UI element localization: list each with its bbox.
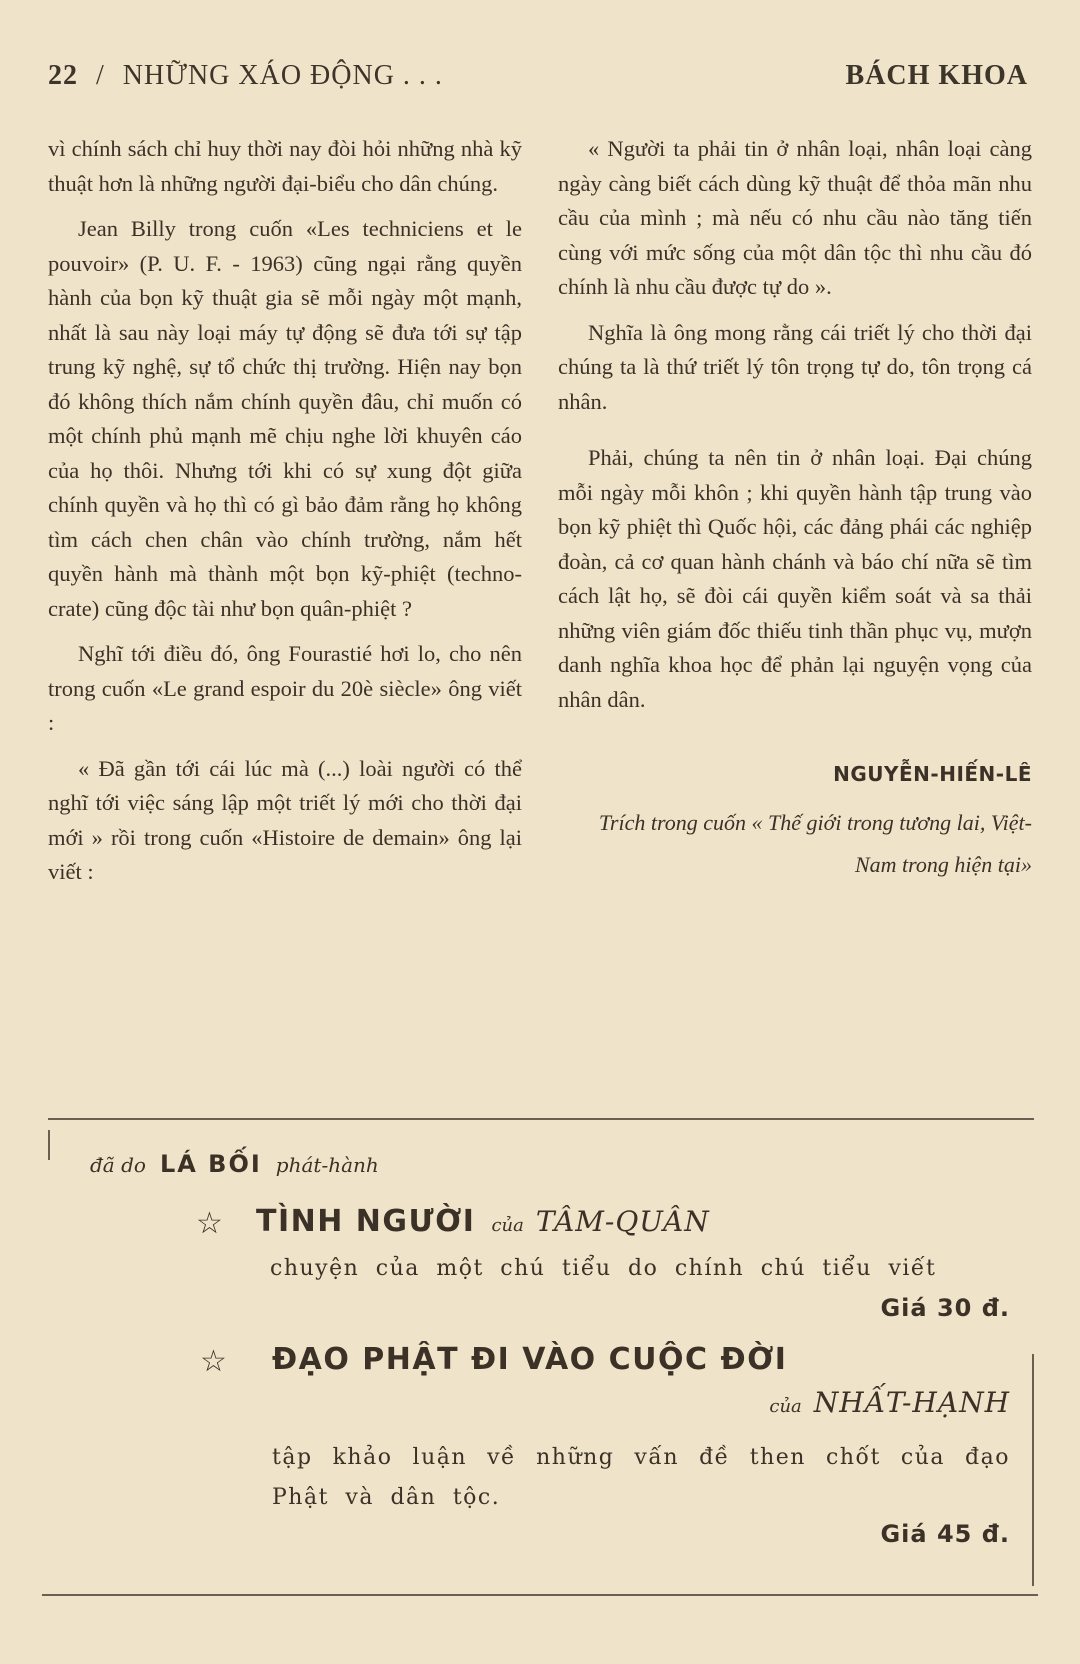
paragraph: Nghĩ tới điều đó, ông Fourastié hơi lo, cho nên trong cuốn «Le grand espoir du 20è siècle» ông viết : bbox=[48, 641, 522, 735]
book-title: TÌNH NGƯỜI bbox=[256, 1204, 476, 1239]
book-by: của bbox=[491, 1215, 524, 1236]
article-author: NGUYỄN-HIẾN-LÊ bbox=[833, 762, 1032, 786]
ad-right-rule bbox=[1032, 1354, 1034, 1586]
paragraph: Nghĩa là ông mong rằng cái triết lý cho thời đại chúng ta là thứ triết lý tôn trọng tự do, tôn trọng cá nhân. bbox=[558, 319, 1032, 414]
paragraph: Phải, chúng ta nên tin ở nhân loại. Đại chúng mỗi ngày mỗi khôn ; khi quyền hành tập trung vào bọn kỹ phiệt thì Quốc hội, các đảng phái các nghiệp đoàn, cả cơ quan hành chánh và báo chí nữa sẽ tìm cách lật họ, sẽ đòi cái quyền kiểm soát và sa thải những viên giám đốc thiếu tinh thần phục vụ, mượn danh nghĩa khoa học để phản lại nguyện vọng của nhân dân. bbox=[558, 445, 1032, 712]
book-author: TÂM-QUÂN bbox=[535, 1205, 710, 1238]
star-icon: ☆ bbox=[196, 1206, 223, 1241]
book-author: NHẤT-HẠNH bbox=[813, 1386, 1010, 1419]
book-description: tập khảo luận về những vấn đề then chốt của đạo Phật và dân tộc. bbox=[272, 1445, 1010, 1510]
book-listing bbox=[90, 1204, 1010, 1334]
book-title: ĐẠO PHẬT ĐI VÀO CUỘC ĐỜI bbox=[272, 1342, 788, 1377]
left-column bbox=[48, 132, 522, 901]
magazine-name: BÁCH KHOA bbox=[845, 60, 1028, 91]
paragraph: Jean Billy trong cuốn «Les techniciens et le pouvoir» (P. U. F. - 1963) cũng ngại rằng quyền hành của bọn kỹ thuật gia sẽ mỗi ngày một mạnh, nhất là sau này loại máy tự động sẽ đưa tới sự tập trung kỹ nghệ, sự tổ chức thị trường. Hiện nay bọn đó không thích nắm chính quyền đâu, chỉ muốn có một chính phủ mạnh mẽ chịu nghe lời khuyên cáo của họ thôi. Nhưng tới khi có sự xung đột giữa chính quyền và họ thì có gì bảo đảm rằng họ không tìm cách chen chân vào chính trường, nắm hết quyền hành mà thành một bọn kỹ-phiệt (techno-crate) cũng độc tài như bọn quân-phiệt ? bbox=[48, 216, 522, 621]
ad-bottom-rule bbox=[42, 1594, 1038, 1596]
ad-left-rule bbox=[48, 1130, 50, 1160]
page-header bbox=[48, 60, 1028, 100]
publisher-prefix: đã do bbox=[90, 1153, 146, 1177]
publisher-line bbox=[90, 1150, 1010, 1190]
book-description: chuyện của một chú tiểu do chính chú tiểu viết bbox=[270, 1256, 937, 1281]
star-icon: ☆ bbox=[200, 1344, 227, 1379]
paragraph: vì chính sách chỉ huy thời nay đòi hỏi những nhà kỹ thuật hơn là những người đại-biểu cho dân chúng. bbox=[48, 136, 522, 196]
article-source: Trích trong cuốn « Thế giới trong tương lai, Việt-Nam trong hiện tại» bbox=[598, 809, 1032, 877]
paragraph: « Đã gần tới cái lúc mà (...) loài người có thể nghĩ tới việc sáng lập một triết lý mới cho thời đại mới » rồi trong cuốn «Histoire de demain» ông lại viết : bbox=[48, 755, 522, 884]
header-left bbox=[48, 60, 443, 92]
right-column bbox=[558, 132, 1032, 886]
paragraph: « Người ta phải tin ở nhân loại, nhân loại càng ngày càng biết cách dùng kỹ thuật để thỏa mãn nhu cầu của mình ; mà nếu có nhu cầu nào tăng tiến cùng với mức sống của một dân tộc thì nhu cầu đó chính là nhu cầu được tự do ». bbox=[558, 136, 1032, 299]
advertisement-box bbox=[90, 1150, 1010, 1548]
book-by: của bbox=[769, 1396, 802, 1417]
publisher-suffix: phát-hành bbox=[275, 1153, 379, 1177]
page-number: 22 bbox=[48, 60, 78, 91]
book-price: Giá 30 đ. bbox=[880, 1294, 1010, 1322]
header-separator: / bbox=[96, 60, 105, 91]
section-title: NHỮNG XÁO ĐỘNG . . . bbox=[122, 60, 443, 91]
book-price: Giá 45 đ. bbox=[880, 1520, 1010, 1548]
publisher-name: LÁ BỐI bbox=[159, 1150, 262, 1178]
ad-top-rule bbox=[48, 1118, 1034, 1120]
book-listing bbox=[90, 1342, 1010, 1548]
